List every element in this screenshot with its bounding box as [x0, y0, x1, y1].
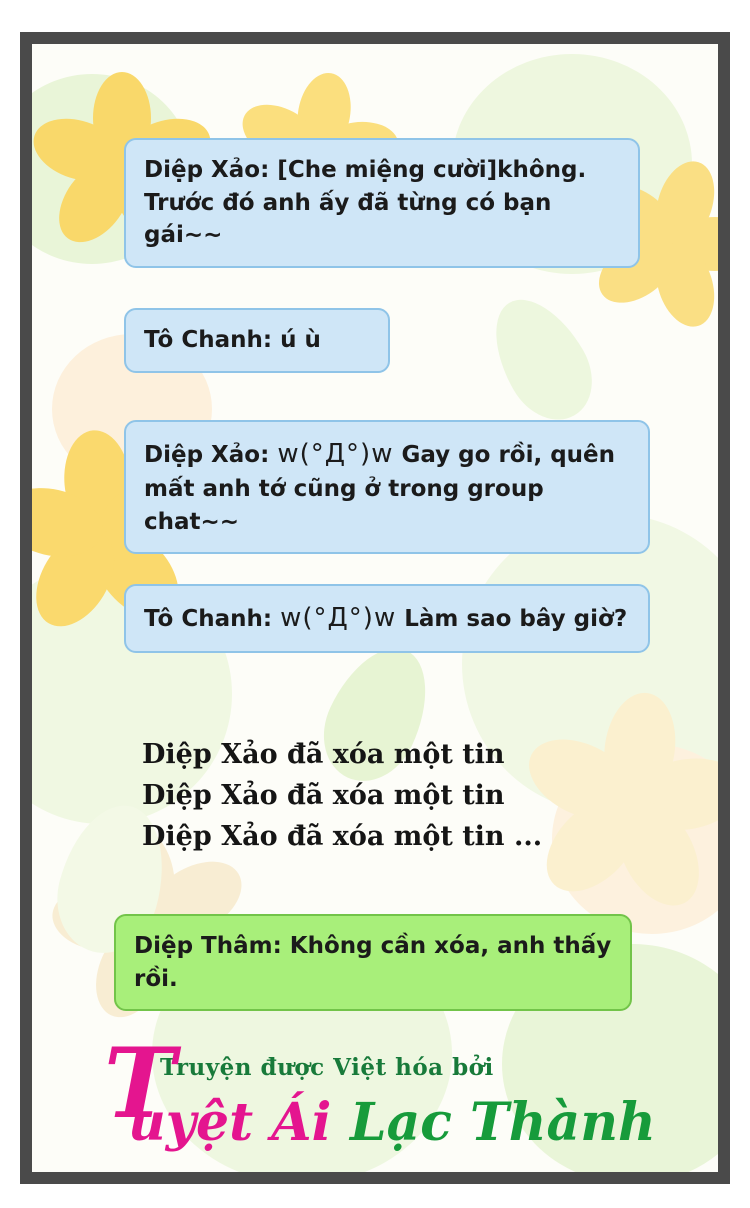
notice-line: Diệp Xảo đã xóa một tin [142, 780, 505, 812]
chat-bubble-1 [124, 138, 640, 268]
chat-bubble-4-prefix: Tô Chanh: [144, 606, 273, 632]
notice-line: Diệp Xảo đã xóa một tin ... [142, 821, 543, 853]
panel-inner [32, 44, 718, 1172]
chat-bubble-4-text: Làm sao bây giờ? [404, 606, 628, 632]
credit-initial: T [104, 1027, 176, 1140]
notice-line: Diệp Xảo đã xóa một tin [142, 739, 505, 770]
chat-bubble-1-text: Diệp Xảo: [Che miệng cười]không. Trước đó anh ấy đã từng có bạn gái~~ [144, 157, 587, 249]
translation-credit [68, 1027, 708, 1166]
panel-frame [20, 32, 730, 1184]
credit-group-green: Lạc Thành [350, 1092, 656, 1153]
leaf-accent-2 [475, 283, 609, 436]
chat-bubble-4 [124, 584, 650, 653]
chat-bubble-3-prefix: Diệp Xảo: [144, 442, 270, 468]
credit-line-1: Truyện được Việt hóa bởi [160, 1054, 494, 1081]
chat-bubble-5 [114, 914, 632, 1011]
deleted-message-notices [142, 734, 662, 857]
chat-bubble-2 [124, 308, 390, 373]
chat-bubble-3-kaomoji: w(°Д°)w [277, 439, 394, 469]
chat-bubble-3 [124, 420, 650, 554]
credit-group-pink: uyệt Ái [128, 1092, 332, 1153]
chat-bubble-3-text: Gay go rồi, quên mất anh tớ cũng ở trong group chat~~ [144, 442, 616, 535]
chat-bubble-2-text: Tô Chanh: ú ù [144, 327, 321, 353]
chat-bubble-5-text: Diệp Thâm: Không cần xóa, anh thấy rồi. [134, 933, 612, 992]
chat-bubble-4-kaomoji: w(°Д°)w [280, 603, 397, 633]
